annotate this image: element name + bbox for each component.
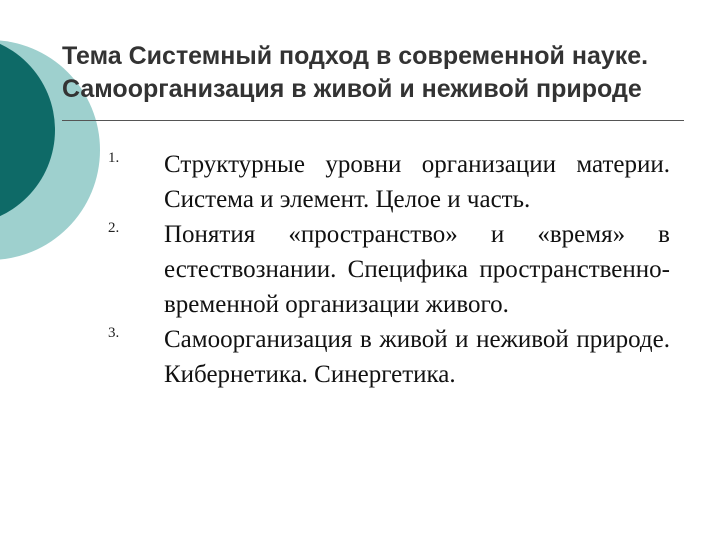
list-item-number: 2. [108, 220, 120, 236]
topic-list [108, 147, 670, 392]
list-item-number: 1. [108, 150, 120, 166]
list-item [108, 322, 670, 392]
slide-title: Тема Системный подход в современной науке. Самоорганизация в живой и неживой природе [62, 42, 649, 103]
list-item-text: Самоорганизация в живой и неживой природе. Кибернетика. Синергетика. [164, 326, 670, 388]
list-item [108, 147, 670, 217]
list-item-number: 3. [108, 325, 120, 341]
list-item-text: Структурные уровни организации материи. Система и элемент. Целое и часть. [164, 151, 670, 213]
list-item [108, 217, 670, 322]
title-divider [62, 120, 684, 121]
list-item-text: Понятия «пространство» и «время» в естествознании. Специфика пространственно-временной организации живого. [164, 221, 670, 318]
